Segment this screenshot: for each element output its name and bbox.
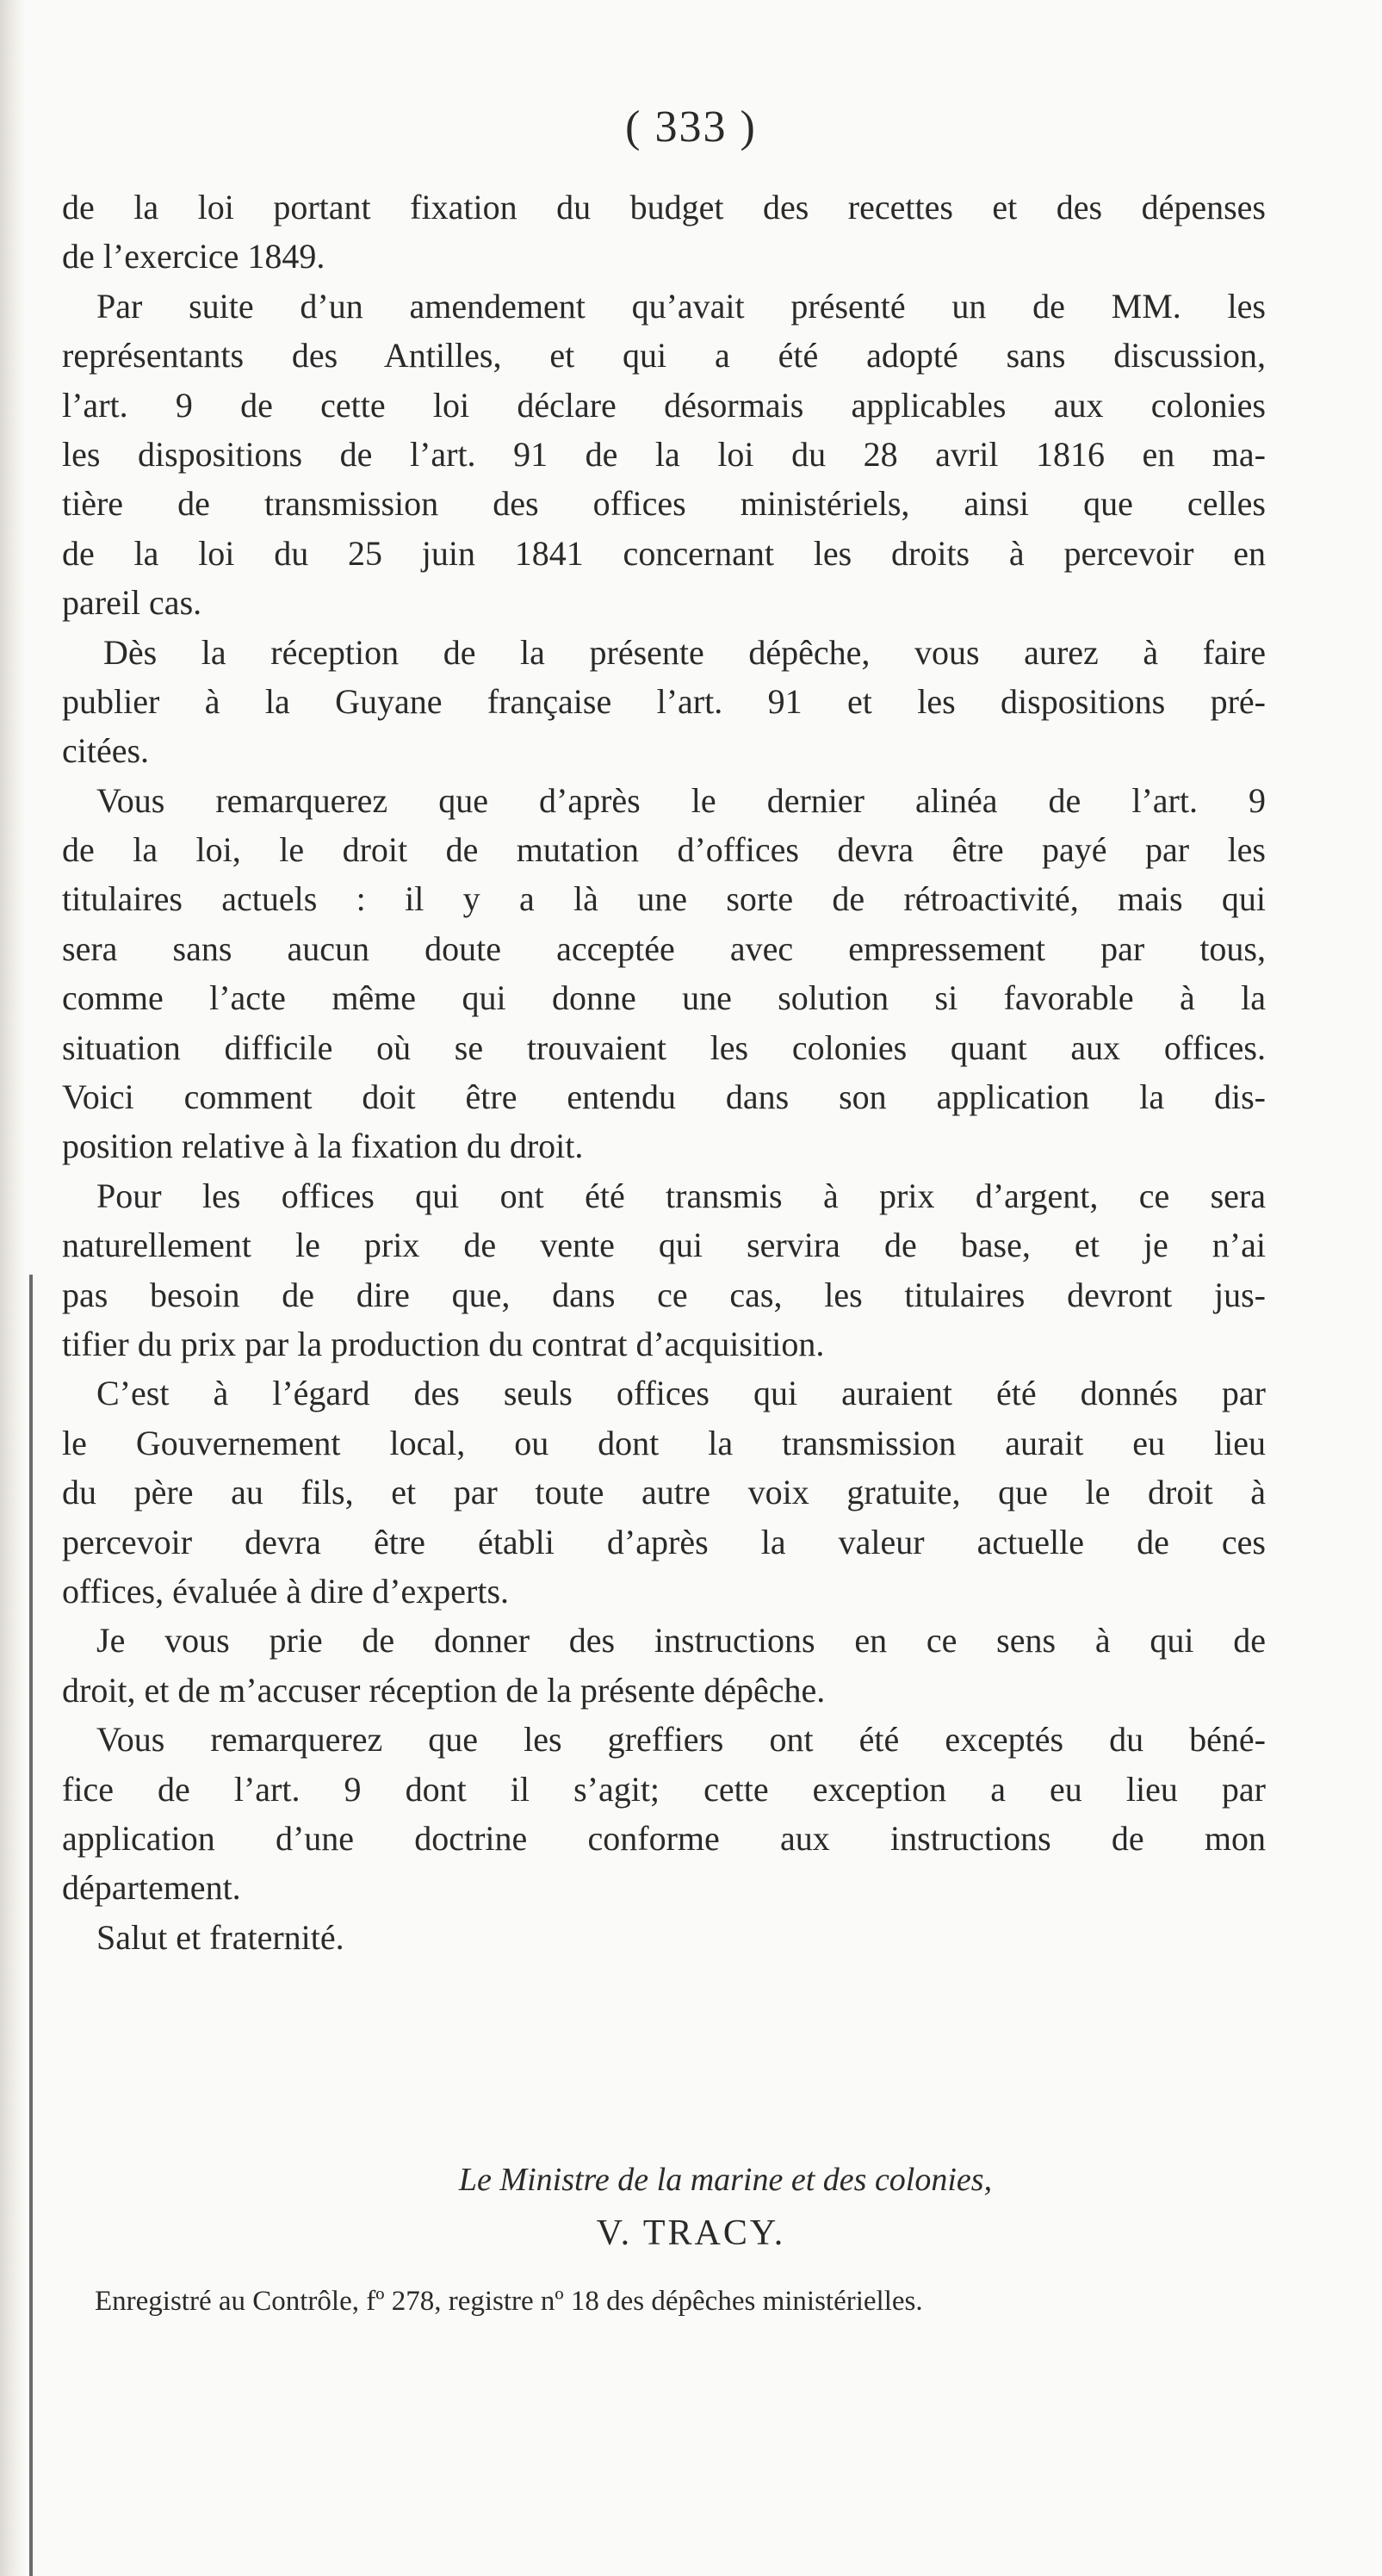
text-line: droit, et de m’accuser réception de la présente dépêche. bbox=[62, 1670, 826, 1710]
binding-line bbox=[29, 1275, 33, 2576]
text-line: percevoir devra être établi d’après la valeur actuelle de ces bbox=[62, 1522, 1266, 1561]
text-line: Dès la réception de la présente dépêche, vous aurez à faire bbox=[103, 632, 1266, 672]
text-line: de la loi portant fixation du budget des recettes et des dépenses bbox=[62, 188, 1266, 227]
text-line: sera sans aucun doute acceptée avec empressement par tous, bbox=[62, 928, 1266, 968]
text-line: Pour les offices qui ont été transmis à prix d’argent, ce sera bbox=[96, 1176, 1266, 1215]
text-line: de l’exercice 1849. bbox=[62, 237, 325, 276]
text-line: pareil cas. bbox=[62, 583, 202, 623]
text-line: Vous remarquerez que les greffiers ont été exceptés du béné- bbox=[96, 1720, 1266, 1760]
text-line: citées. bbox=[62, 731, 150, 771]
text-line: représentants des Antilles, et qui a été adopté sans discussion, bbox=[62, 336, 1266, 376]
text-line: de la loi, le droit de mutation d’offices devra être payé par les bbox=[62, 830, 1266, 870]
text-line: Salut et fraternité. bbox=[96, 1917, 344, 1957]
text-line: position relative à la fixation du droit. bbox=[62, 1127, 584, 1166]
text-line: les dispositions de l’art. 91 de la loi du 28 avril 1816 en ma- bbox=[62, 434, 1266, 474]
text-line: naturellement le prix de vente qui servira de base, et je n’ai bbox=[62, 1226, 1266, 1265]
text-line: titulaires actuels : il y a là une sorte de rétroactivité, mais qui bbox=[62, 879, 1266, 919]
text-line: de la loi du 25 juin 1841 concernant les droits à percevoir en bbox=[62, 533, 1266, 573]
text-line: pas besoin de dire que, dans ce cas, les titulaires devront jus- bbox=[62, 1275, 1266, 1314]
signature-title: Le Ministre de la marine et des colonies, bbox=[458, 2162, 993, 2198]
text-line: Voici comment doit être entendu dans son application la dis- bbox=[62, 1077, 1266, 1117]
text-line: application d’une doctrine conforme aux instructions de mon bbox=[62, 1818, 1266, 1858]
text-line: offices, évaluée à dire d’experts. bbox=[62, 1571, 510, 1611]
text-line: situation difficile où se trouvaient les colonies quant aux offices. bbox=[62, 1027, 1266, 1067]
text-line: du père au fils, et par toute autre voix gratuite, que le droit à bbox=[62, 1473, 1266, 1512]
text-line: fice de l’art. 9 dont il s’agit; cette exception a eu lieu par bbox=[62, 1769, 1266, 1809]
text-line: département. bbox=[62, 1868, 241, 1908]
text-line: comme l’acte même qui donne une solution si favorable à la bbox=[62, 978, 1266, 1018]
text-line: Je vous prie de donner des instructions en ce sens à qui de bbox=[96, 1621, 1266, 1660]
body-text bbox=[62, 183, 1266, 1962]
text-line: le Gouvernement local, ou dont la transmission aurait eu lieu bbox=[62, 1423, 1266, 1462]
page-number: ( 333 ) bbox=[625, 102, 757, 152]
signature-name: V. TRACY. bbox=[596, 2213, 786, 2253]
text-line: Vous remarquerez que d’après le dernier alinéa de l’art. 9 bbox=[96, 780, 1266, 820]
text-line: publier à la Guyane française l’art. 91 et les dispositions pré- bbox=[62, 681, 1266, 721]
text-line: tière de transmission des offices ministériels, ainsi que celles bbox=[62, 484, 1266, 524]
text-line: tifier du prix par la production du contrat d’acquisition. bbox=[62, 1324, 825, 1363]
text-line: Par suite d’un amendement qu’avait présenté un de MM. les bbox=[96, 286, 1266, 326]
registration-footnote: Enregistré au Contrôle, fº 278, registre nº 18 des dépêches ministérielles. bbox=[95, 2286, 923, 2317]
text-line: C’est à l’égard des seuls offices qui auraient été donnés par bbox=[96, 1374, 1266, 1413]
text-line: l’art. 9 de cette loi déclare désormais applicables aux colonies bbox=[62, 385, 1266, 425]
